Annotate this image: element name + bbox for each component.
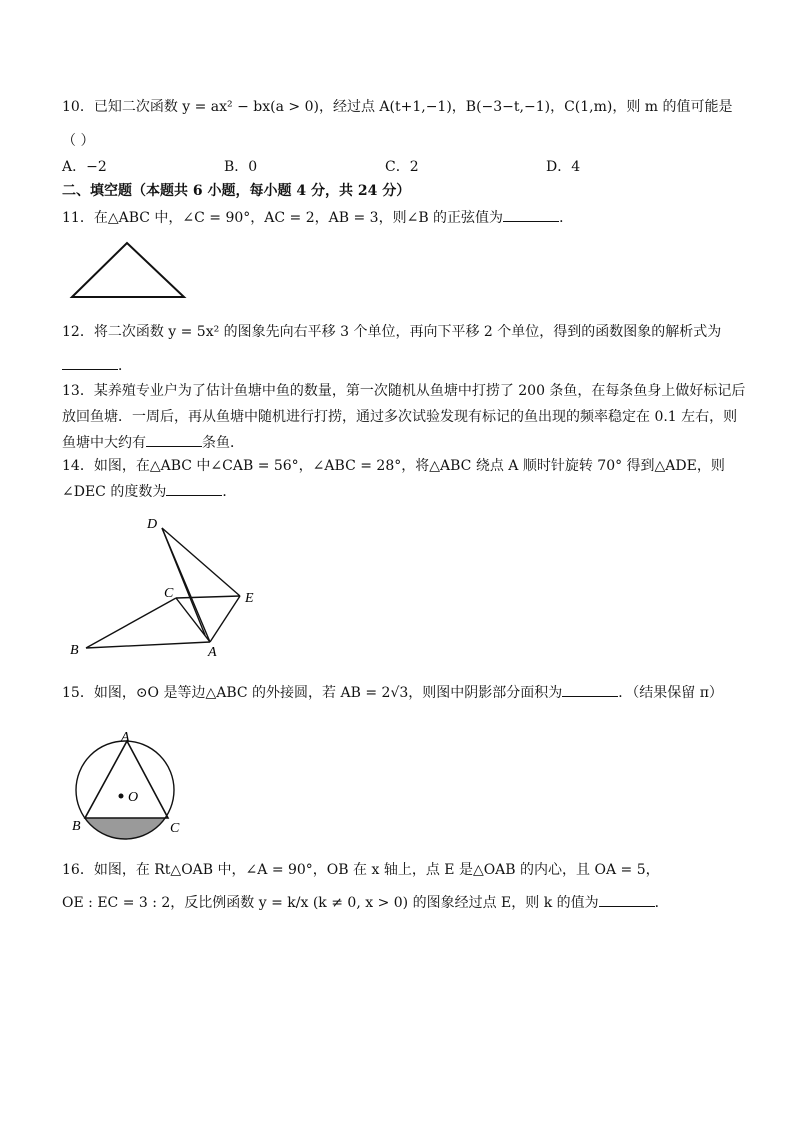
- q10-answer-paren: （ ）: [62, 133, 95, 149]
- q14-label-e: E: [245, 591, 254, 606]
- q15-label-o: O: [128, 790, 139, 805]
- q10-option-c: C．2: [385, 159, 419, 175]
- q16-end: ．: [654, 895, 669, 911]
- q14-label-c: C: [164, 586, 174, 601]
- q16-line2: [62, 892, 669, 913]
- q13-end: 条鱼．: [202, 435, 244, 451]
- section-title: 二、填空题（本题共 6 小题，每小题 4 分，共 24 分）: [62, 183, 411, 199]
- q14-label-d: D: [147, 517, 158, 532]
- q12-stem: 12．将二次函数 y = 5x² 的图象先向右平移 3 个单位，再向下平移 2 个单位，得到的函数图象的解析式为: [62, 324, 722, 340]
- q11-end: ．: [559, 210, 574, 226]
- q10-stem: 10．已知二次函数 y = ax² − bx(a > 0)，经过点 A(t+1,−1)，B(−3−t,−1)，C(1,m)，则 m 的值可能是: [62, 99, 733, 115]
- q10-option-d: D．4: [546, 159, 581, 175]
- q14-label-a: A: [208, 645, 217, 660]
- q16-text: OE : EC = 3 : 2，反比例函数 y = k/x (k ≠ 0, x > 0) 的图象经过点 E，则 k 的值为: [62, 895, 599, 911]
- q14-end: ．: [222, 484, 237, 500]
- q15-label-a: A: [121, 730, 130, 745]
- q13-line2: 放回鱼塘．一周后，再从鱼塘中随机进行打捞，通过多次试验发现有标记的鱼出现的频率稳定在 0.1 左右，则: [62, 409, 738, 425]
- q12-end: ．: [118, 358, 132, 374]
- q14-label-b: B: [70, 643, 79, 658]
- q16-blank: [599, 892, 655, 907]
- q15-label-c: C: [170, 821, 180, 836]
- q16-line1: 16．如图，在 Rt△OAB 中，∠A = 90°，OB 在 x 轴上，点 E 是△OAB 的内心，且 OA = 5，: [62, 862, 660, 878]
- q15-label-b: B: [72, 819, 81, 834]
- q10-option-a: A．−2: [62, 159, 107, 175]
- q15-text: 15．如图，⊙O 是等边△ABC 的外接圆，若 AB = 2√3，则图中阴影部分面积为: [62, 685, 563, 701]
- q13-line1: 13．某养殖专业户为了估计鱼塘中鱼的数量，第一次随机从鱼塘中打捞了 200 条鱼，在每条鱼身上做好标记后: [62, 383, 746, 399]
- q14-line1: 14．如图，在△ABC 中∠CAB = 56°，∠ABC = 28°，将△ABC 绕点 A 顺时针旋转 70° 得到△ADE，则: [62, 458, 725, 474]
- q13-text: 鱼塘中大约有: [62, 435, 146, 451]
- q14-text: ∠DEC 的度数为: [62, 484, 167, 500]
- q11-text: 11．在△ABC 中，∠C = 90°，AC = 2，AB = 3，则∠B 的正弦值为: [62, 210, 504, 226]
- q15-end: ．（结果保留 π）: [618, 685, 723, 701]
- q10-option-b: B．0: [224, 159, 258, 175]
